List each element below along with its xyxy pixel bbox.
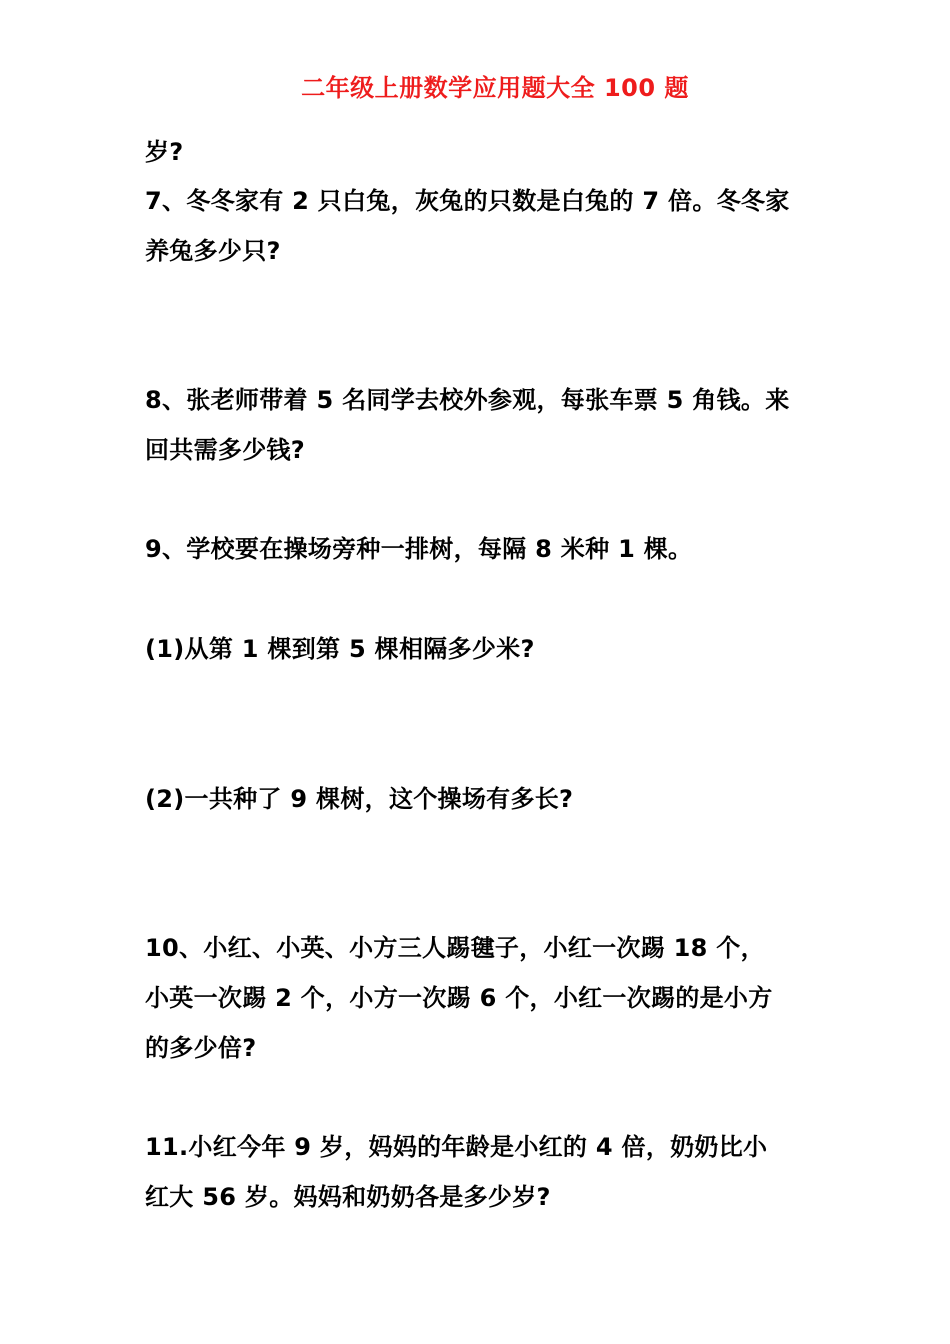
problem-10-line-3: 的多少倍? — [145, 1034, 257, 1062]
problem-8-line-2: 回共需多少钱? — [145, 436, 306, 464]
problem-7-line-1: 7、冬冬家有 2 只白兔，灰兔的只数是白兔的 7 倍。冬冬家 — [145, 187, 790, 215]
problem-7-line-2: 养兔多少只? — [145, 237, 281, 265]
problem-line: 岁? — [145, 138, 184, 166]
problem-10-line-1: 10、小红、小英、小方三人踢毽子，小红一次踢 18 个， — [145, 934, 765, 962]
problem-9-line: 9、学校要在操场旁种一排树，每隔 8 米种 1 棵。 — [145, 535, 693, 563]
problem-9-part-1: (1)从第 1 棵到第 5 棵相隔多少米? — [145, 635, 535, 663]
problem-9-part-2: (2)一共种了 9 棵树，这个操场有多长? — [145, 785, 574, 813]
problem-10-line-2: 小英一次踢 2 个，小方一次踢 6 个，小红一次踢的是小方 — [145, 984, 773, 1012]
problem-8-line-1: 8、张老师带着 5 名同学去校外参观，每张车票 5 角钱。来 — [145, 386, 790, 414]
problem-11-line-1: 11.小红今年 9 岁，妈妈的年龄是小红的 4 倍，奶奶比小 — [145, 1133, 768, 1161]
page-title: 二年级上册数学应用题大全 100 题 — [301, 74, 689, 102]
problem-11-line-2: 红大 56 岁。妈妈和奶奶各是多少岁? — [145, 1183, 551, 1211]
